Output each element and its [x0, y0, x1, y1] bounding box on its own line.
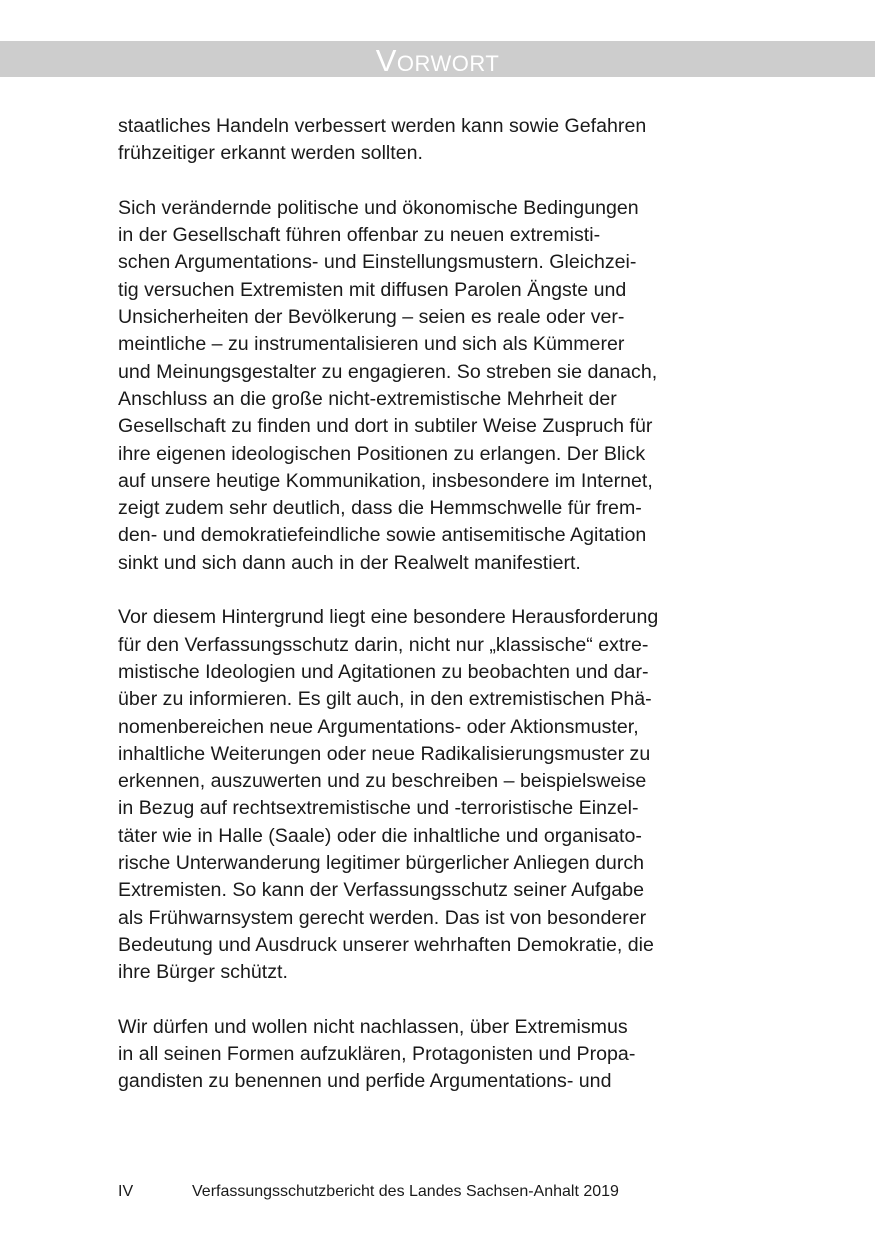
text-line: meintliche – zu instrumentalisieren und sich als Kümmerer [118, 333, 625, 356]
text-line: in all seinen Formen aufzuklären, Protagonisten und Propa- [118, 1043, 636, 1066]
text-line: für den Verfassungsschutz darin, nicht nur „klassische“ extre- [118, 633, 649, 656]
text-line: in Bezug auf rechtsextremistische und -terroristische Einzel- [118, 797, 639, 820]
text-line: Gesellschaft zu finden und dort in subtiler Weise Zuspruch für [118, 415, 653, 438]
text-line: frühzeitiger erkannt werden sollten. [118, 142, 423, 165]
text-line: erkennen, auszuwerten und zu beschreiben – beispielsweise [118, 770, 647, 793]
text-line: Bedeutung und Ausdruck unserer wehrhaften Demokratie, die [118, 933, 654, 956]
text-line: Wir dürfen und wollen nicht nachlassen, über Extremismus [118, 1015, 628, 1038]
section-title: Vorwort [375, 43, 500, 78]
text-line: in der Gesellschaft führen offenbar zu neuen extremisti- [118, 224, 601, 247]
page-number: IV [118, 1183, 134, 1200]
paragraph [118, 113, 758, 168]
paragraph [118, 195, 758, 577]
paragraph [118, 1014, 758, 1096]
text-line: Vor diesem Hintergrund liegt eine besondere Herausforderung [118, 606, 659, 629]
body-text [118, 113, 758, 1123]
text-line: gandisten zu benennen und perfide Argumentations- und [118, 1070, 612, 1093]
text-line: Extremisten. So kann der Verfassungsschutz seiner Aufgabe [118, 879, 645, 902]
text-line: schen Argumentations- und Einstellungsmustern. Gleichzei- [118, 251, 637, 274]
text-line: und Meinungsgestalter zu engagieren. So streben sie danach, [118, 360, 658, 383]
text-line: sinkt und sich dann auch in der Realwelt manifestiert. [118, 551, 581, 574]
text-line: ihre Bürger schützt. [118, 961, 288, 984]
text-line: zeigt zudem sehr deutlich, dass die Hemmschwelle für frem- [118, 497, 642, 520]
text-line: als Frühwarnsystem gerecht werden. Das ist von besonderer [118, 906, 647, 929]
text-line: Sich verändernde politische und ökonomische Bedingungen [118, 196, 639, 219]
text-line: über zu informieren. Es gilt auch, in den extremistischen Phä- [118, 688, 652, 711]
text-line: rische Unterwanderung legitimer bürgerlicher Anliegen durch [118, 852, 645, 875]
publication-title: Verfassungsschutzbericht des Landes Sachsen-Anhalt 2019 [192, 1183, 619, 1200]
text-line: staatliches Handeln verbessert werden kann sowie Gefahren [118, 115, 647, 137]
text-line: inhaltliche Weiterungen oder neue Radikalisierungsmuster zu [118, 742, 651, 765]
text-line: den- und demokratiefeindliche sowie antisemitische Agitation [118, 524, 647, 547]
text-line: mistische Ideologien und Agitationen zu beobachten und dar- [118, 660, 649, 683]
text-line: Unsicherheiten der Bevölkerung – seien es reale oder ver- [118, 306, 625, 329]
paragraph [118, 604, 758, 986]
text-line: täter wie in Halle (Saale) oder die inhaltliche und organisato- [118, 824, 642, 847]
text-line: Anschluss an die große nicht-extremistische Mehrheit der [118, 387, 617, 410]
text-line: auf unsere heutige Kommunikation, insbesondere im Internet, [118, 469, 653, 492]
text-line: ihre eigenen ideologischen Positionen zu erlangen. Der Blick [118, 442, 646, 465]
text-line: tig versuchen Extremisten mit diffusen Parolen Ängste und [118, 278, 627, 301]
text-line: nomenbereichen neue Argumentations- oder Aktionsmuster, [118, 715, 639, 738]
